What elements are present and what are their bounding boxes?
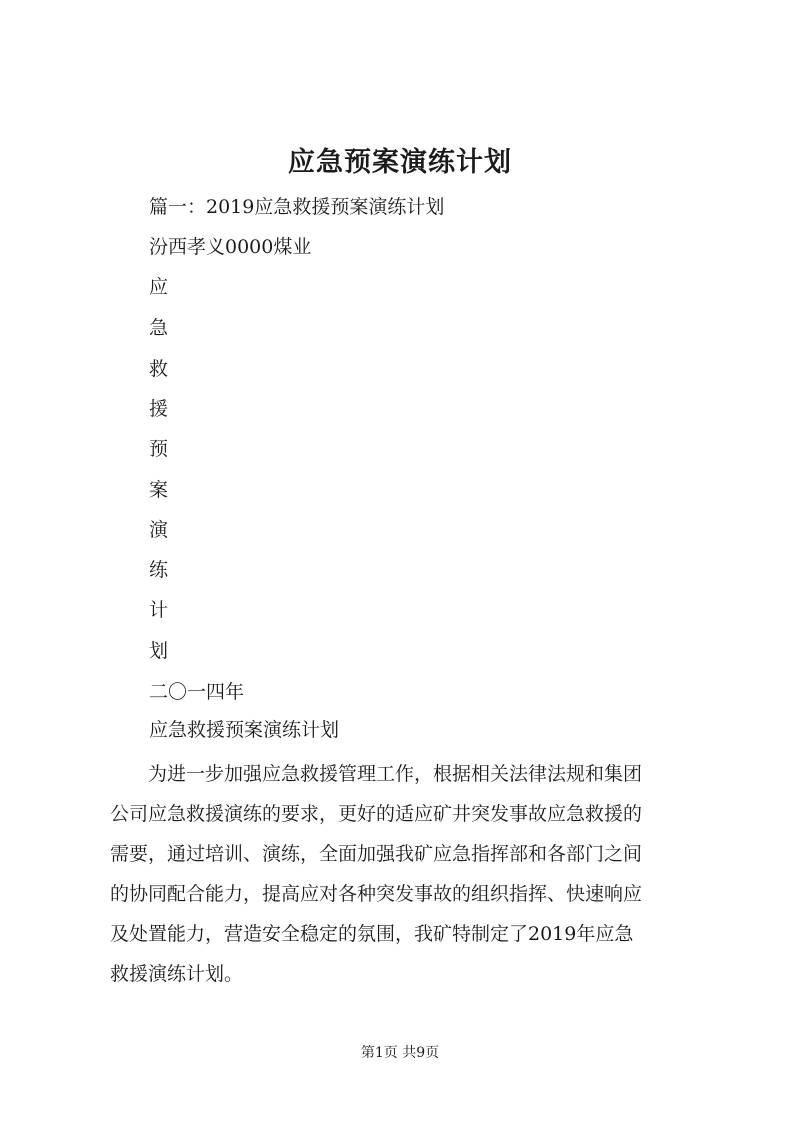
plan-subtitle: 应急救援预案演练计划 bbox=[149, 719, 340, 741]
vertical-char: 急 bbox=[149, 317, 169, 339]
vertical-char: 援 bbox=[149, 398, 169, 420]
section-heading: 篇一：2019应急救援预案演练计划 bbox=[149, 196, 445, 218]
page-footer: 第1页 共9页 bbox=[360, 1045, 440, 1061]
paragraph-line: 为进一步加强应急救援管理工作，根据相关法律法规和集团 bbox=[110, 763, 643, 785]
vertical-char: 应 bbox=[149, 276, 169, 298]
vertical-char: 练 bbox=[149, 559, 169, 581]
vertical-char: 计 bbox=[149, 599, 169, 621]
paragraph-line: 救援演练计划。 bbox=[110, 963, 244, 985]
document-title: 应急预案演练计划 bbox=[288, 147, 512, 178]
vertical-char: 救 bbox=[149, 358, 169, 380]
body-paragraph bbox=[110, 754, 700, 994]
vertical-char: 预 bbox=[149, 438, 169, 460]
paragraph-line: 的协同配合能力，提高应对各种突发事故的组织指挥、快速响应 bbox=[110, 883, 643, 905]
vertical-char: 案 bbox=[149, 479, 169, 501]
paragraph-line: 公司应急救援演练的要求，更好的适应矿井突发事故应急救援的 bbox=[110, 803, 643, 825]
paragraph-line: 及处置能力，营造安全稳定的氛围，我矿特制定了2019年应急 bbox=[110, 923, 634, 945]
vertical-char: 演 bbox=[149, 519, 169, 541]
paragraph-line: 需要，通过培训、演练，全面加强我矿应急指挥部和各部门之间 bbox=[110, 843, 643, 865]
company-name: 汾西孝义0000煤业 bbox=[149, 236, 312, 258]
year-line: 二〇一四年 bbox=[149, 681, 245, 703]
vertical-char: 划 bbox=[149, 640, 169, 662]
